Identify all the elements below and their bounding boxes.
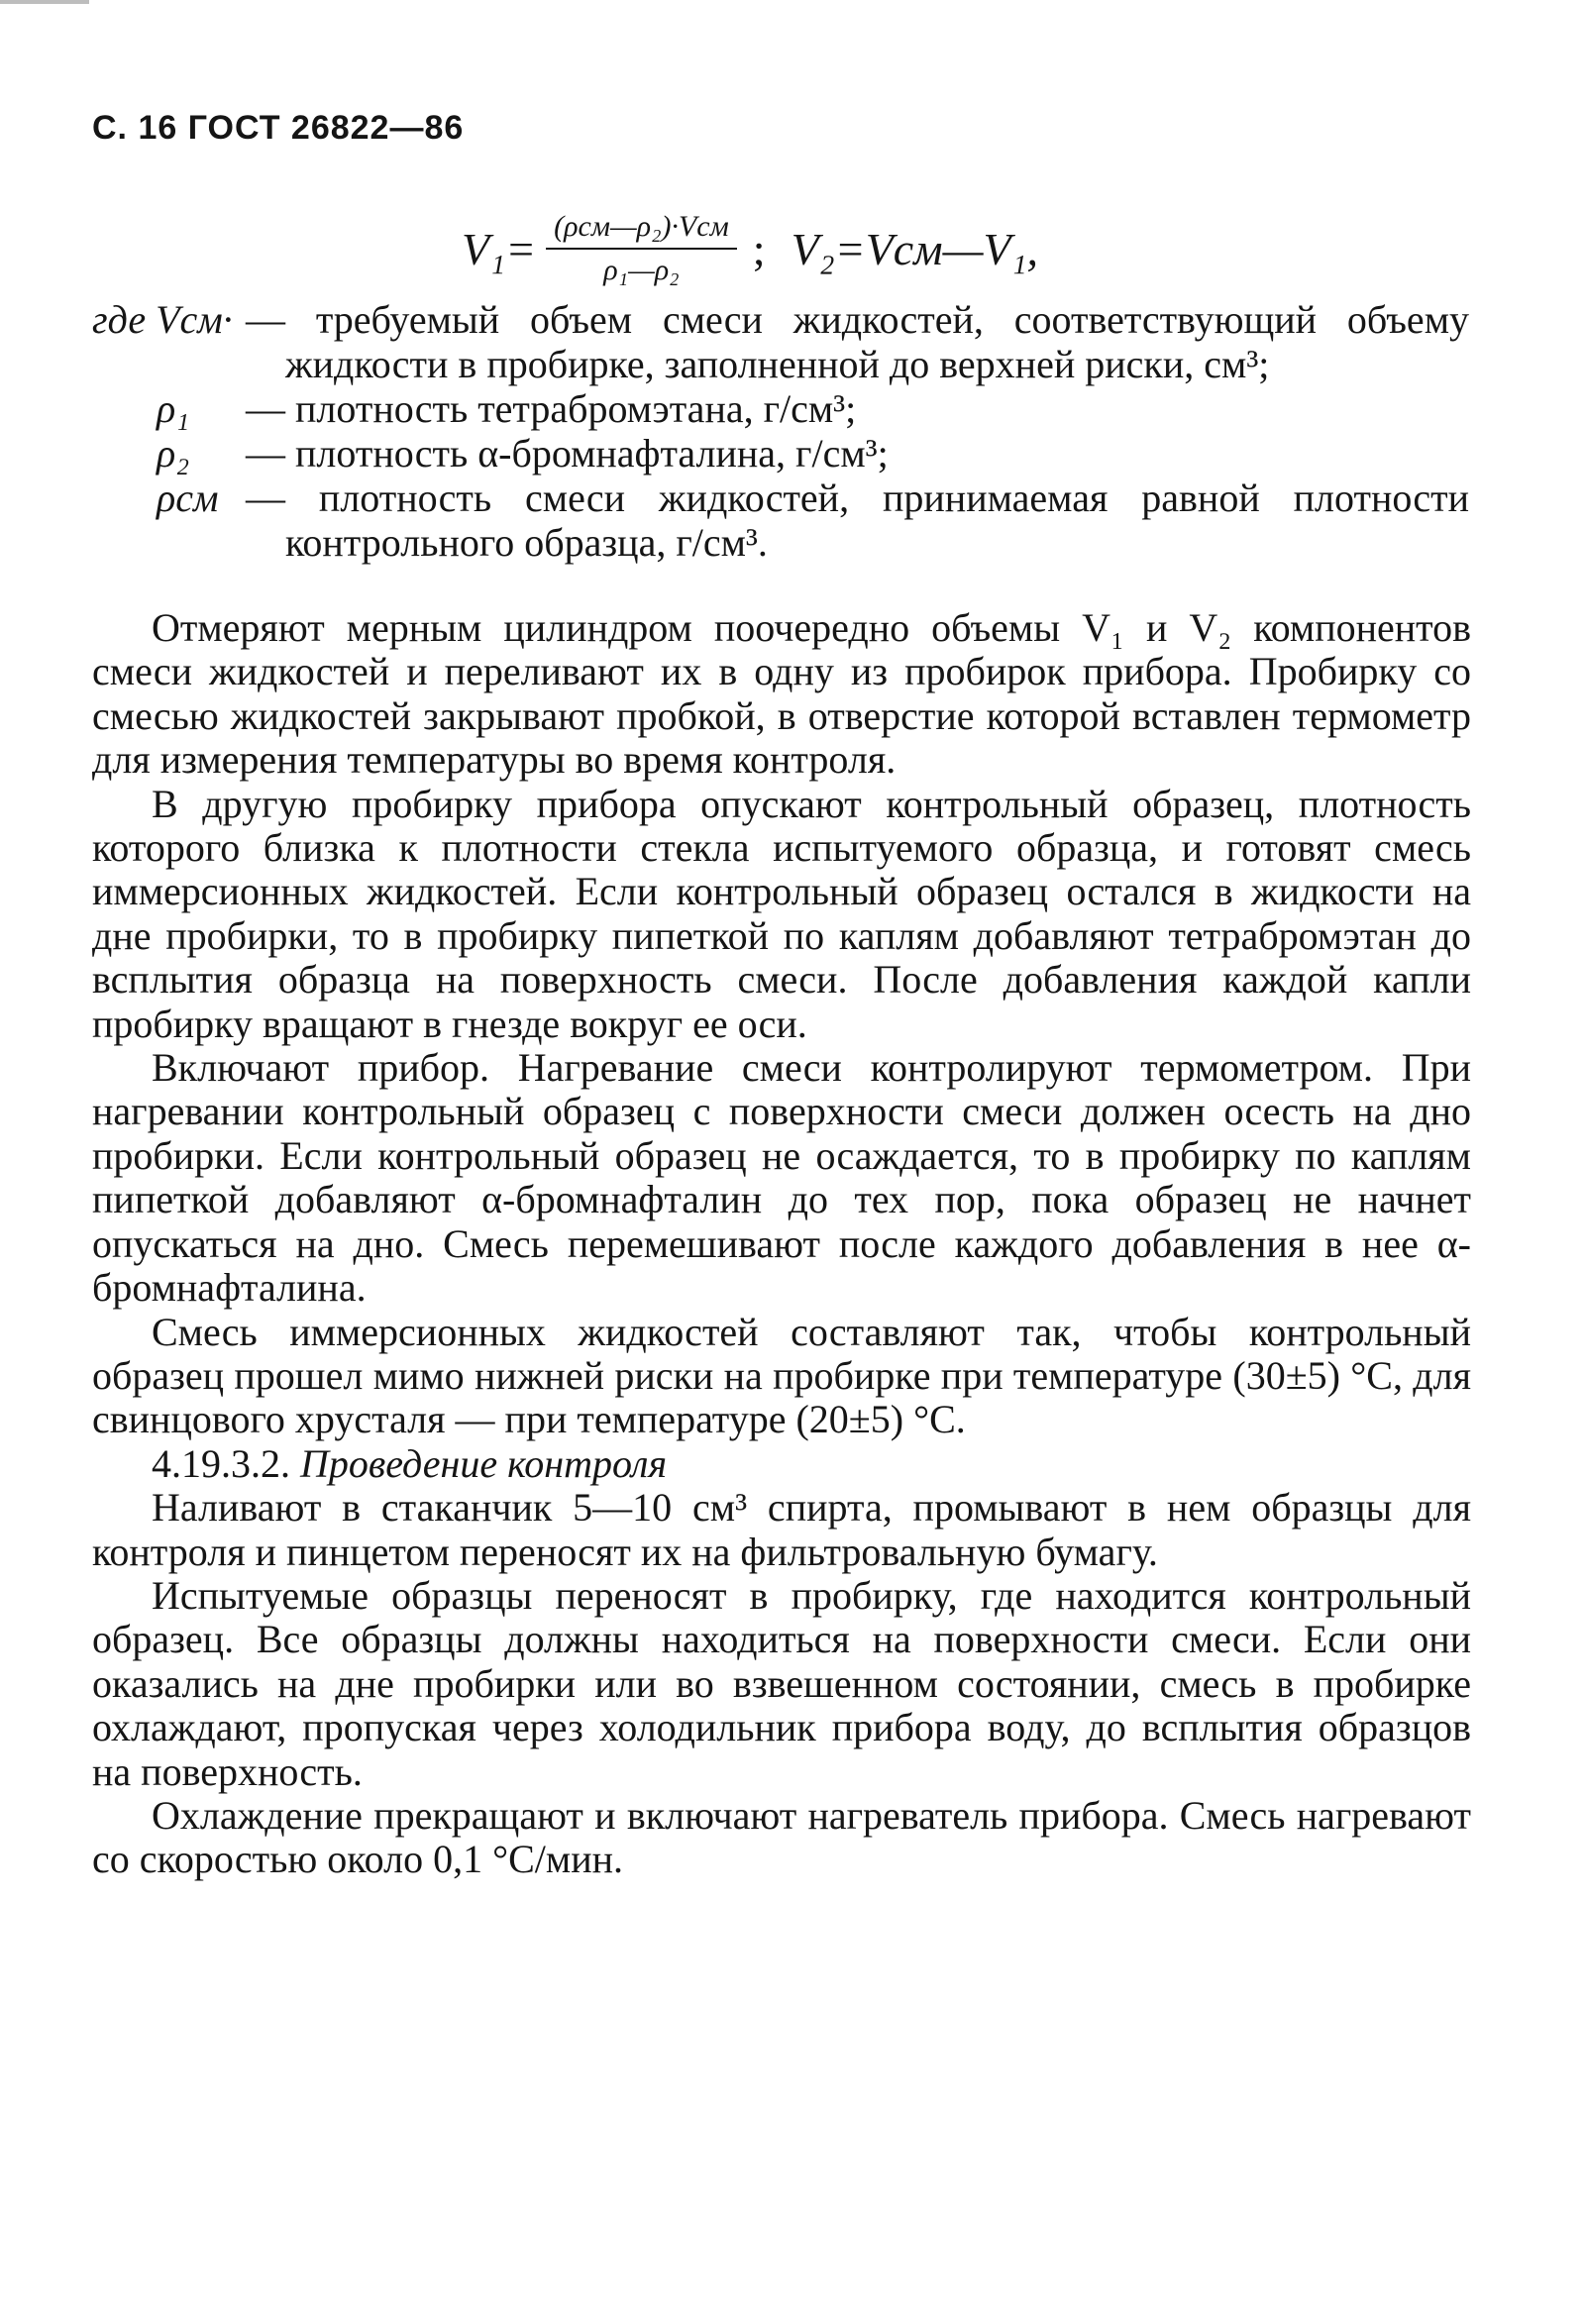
paragraph: Испытуемые образцы переносят в пробирку, где находится контрольный образец. Все образцы должны находиться на поверхности смеси. Если они оказались на дне пробирки или во взвешенном состоянии, смесь в пробирке охлаждают, пропуская через холодильник прибора воду, до всплытия образцов на поверхность. — [92, 1572, 1471, 1794]
definition-symbol: где Vсм· — [92, 297, 233, 342]
paragraph: Смесь иммерсионных жидкостей составляют так, чтобы контрольный образец прошел мимо нижней риски на пробирке при температуре (30±5) °С, для свинцового хрусталя — при температуре (20±5) °С. — [92, 1309, 1471, 1442]
definition-symbol: ρ₂ — [157, 431, 190, 475]
definition-row — [92, 431, 1469, 475]
symbol-definitions — [92, 297, 1469, 565]
section-number: 4.19.3.2. — [152, 1440, 290, 1486]
formula-v2: V₂=Vсм—V₁, — [791, 223, 1039, 274]
paragraph: Охлаждение прекращают и включают нагреватель прибора. Смесь нагревают со скоростью около 0,1 °С/мин. — [92, 1792, 1471, 1882]
section-heading — [92, 1442, 1471, 1486]
paragraph: Включают прибор. Нагревание смеси контролируют термометром. При нагревании контрольный образец с поверхности смеси должен осесть на дно пробирки. Если контрольный образец не осаждается, то в пробирку по каплям пипеткой добавляют α-бромнафталин до тех пор, пока образец не начнет опускаться на дно. Смесь перемешивают после каждого добавления в нее α-бромнафталина. — [92, 1045, 1471, 1311]
definition-text: — плотность тетрабромэтана, г/см³; — [246, 386, 857, 431]
definition-symbol: ρсм — [157, 475, 219, 520]
formula-separator: ; — [752, 223, 766, 274]
formula-v1-lhs: V₁= — [462, 223, 537, 274]
definition-text: — плотность смеси жидкостей, принимаемая равной плотности контрольного образца, г/см³. — [246, 475, 1469, 565]
definition-text: — плотность α-бромнафталина, г/см³; — [246, 431, 889, 475]
formula-fraction — [546, 210, 737, 287]
paragraph: Наливают в стаканчик 5—10 см³ спирта, промывают в нем образцы для контроля и пинцетом переносят их на фильтровальную бумагу. — [92, 1485, 1471, 1574]
section-title: Проведение контроля — [300, 1440, 668, 1486]
body-text — [92, 606, 1471, 1882]
definition-symbol: ρ₁ — [157, 386, 190, 431]
definition-row — [92, 386, 1469, 431]
scan-corner-mark — [0, 0, 89, 4]
page-header: С. 16 ГОСТ 26822—86 — [92, 109, 465, 147]
paragraph: В другую пробирку прибора опускают контрольный образец, плотность которого близка к плотности стекла испытуемого образца, и готовят смесь иммерсионных жидкостей. Если контрольный образец остался в жидкости на дне пробирки, то в пробирку пипеткой по каплям добавляют тетрабромэтан до всплытия образца на поверхность смеси. После добавления каждой капли пробирку вращают в гнезде вокруг ее оси. — [92, 781, 1471, 1046]
definition-row — [92, 475, 1469, 565]
formula-numerator: (ρсм—ρ₂)·Vсм — [546, 210, 737, 250]
definition-row — [92, 297, 1469, 386]
volume-formula — [462, 194, 1038, 303]
formula-denominator: ρ₁—ρ₂ — [603, 254, 680, 286]
definition-text: — требуемый объем смеси жидкостей, соответствующий объему жидкости в пробирке, заполненной до верхней риски, см³; — [246, 297, 1469, 386]
paragraph: Отмеряют мерным цилиндром поочередно объемы V₁ и V₂ компонентов смеси жидкостей и переливают их в одну из пробирок прибора. Пробирку со смесью жидкостей закрывают пробкой, в отверстие которой вставлен термометр для измерения температуры во время контроля. — [92, 605, 1471, 783]
